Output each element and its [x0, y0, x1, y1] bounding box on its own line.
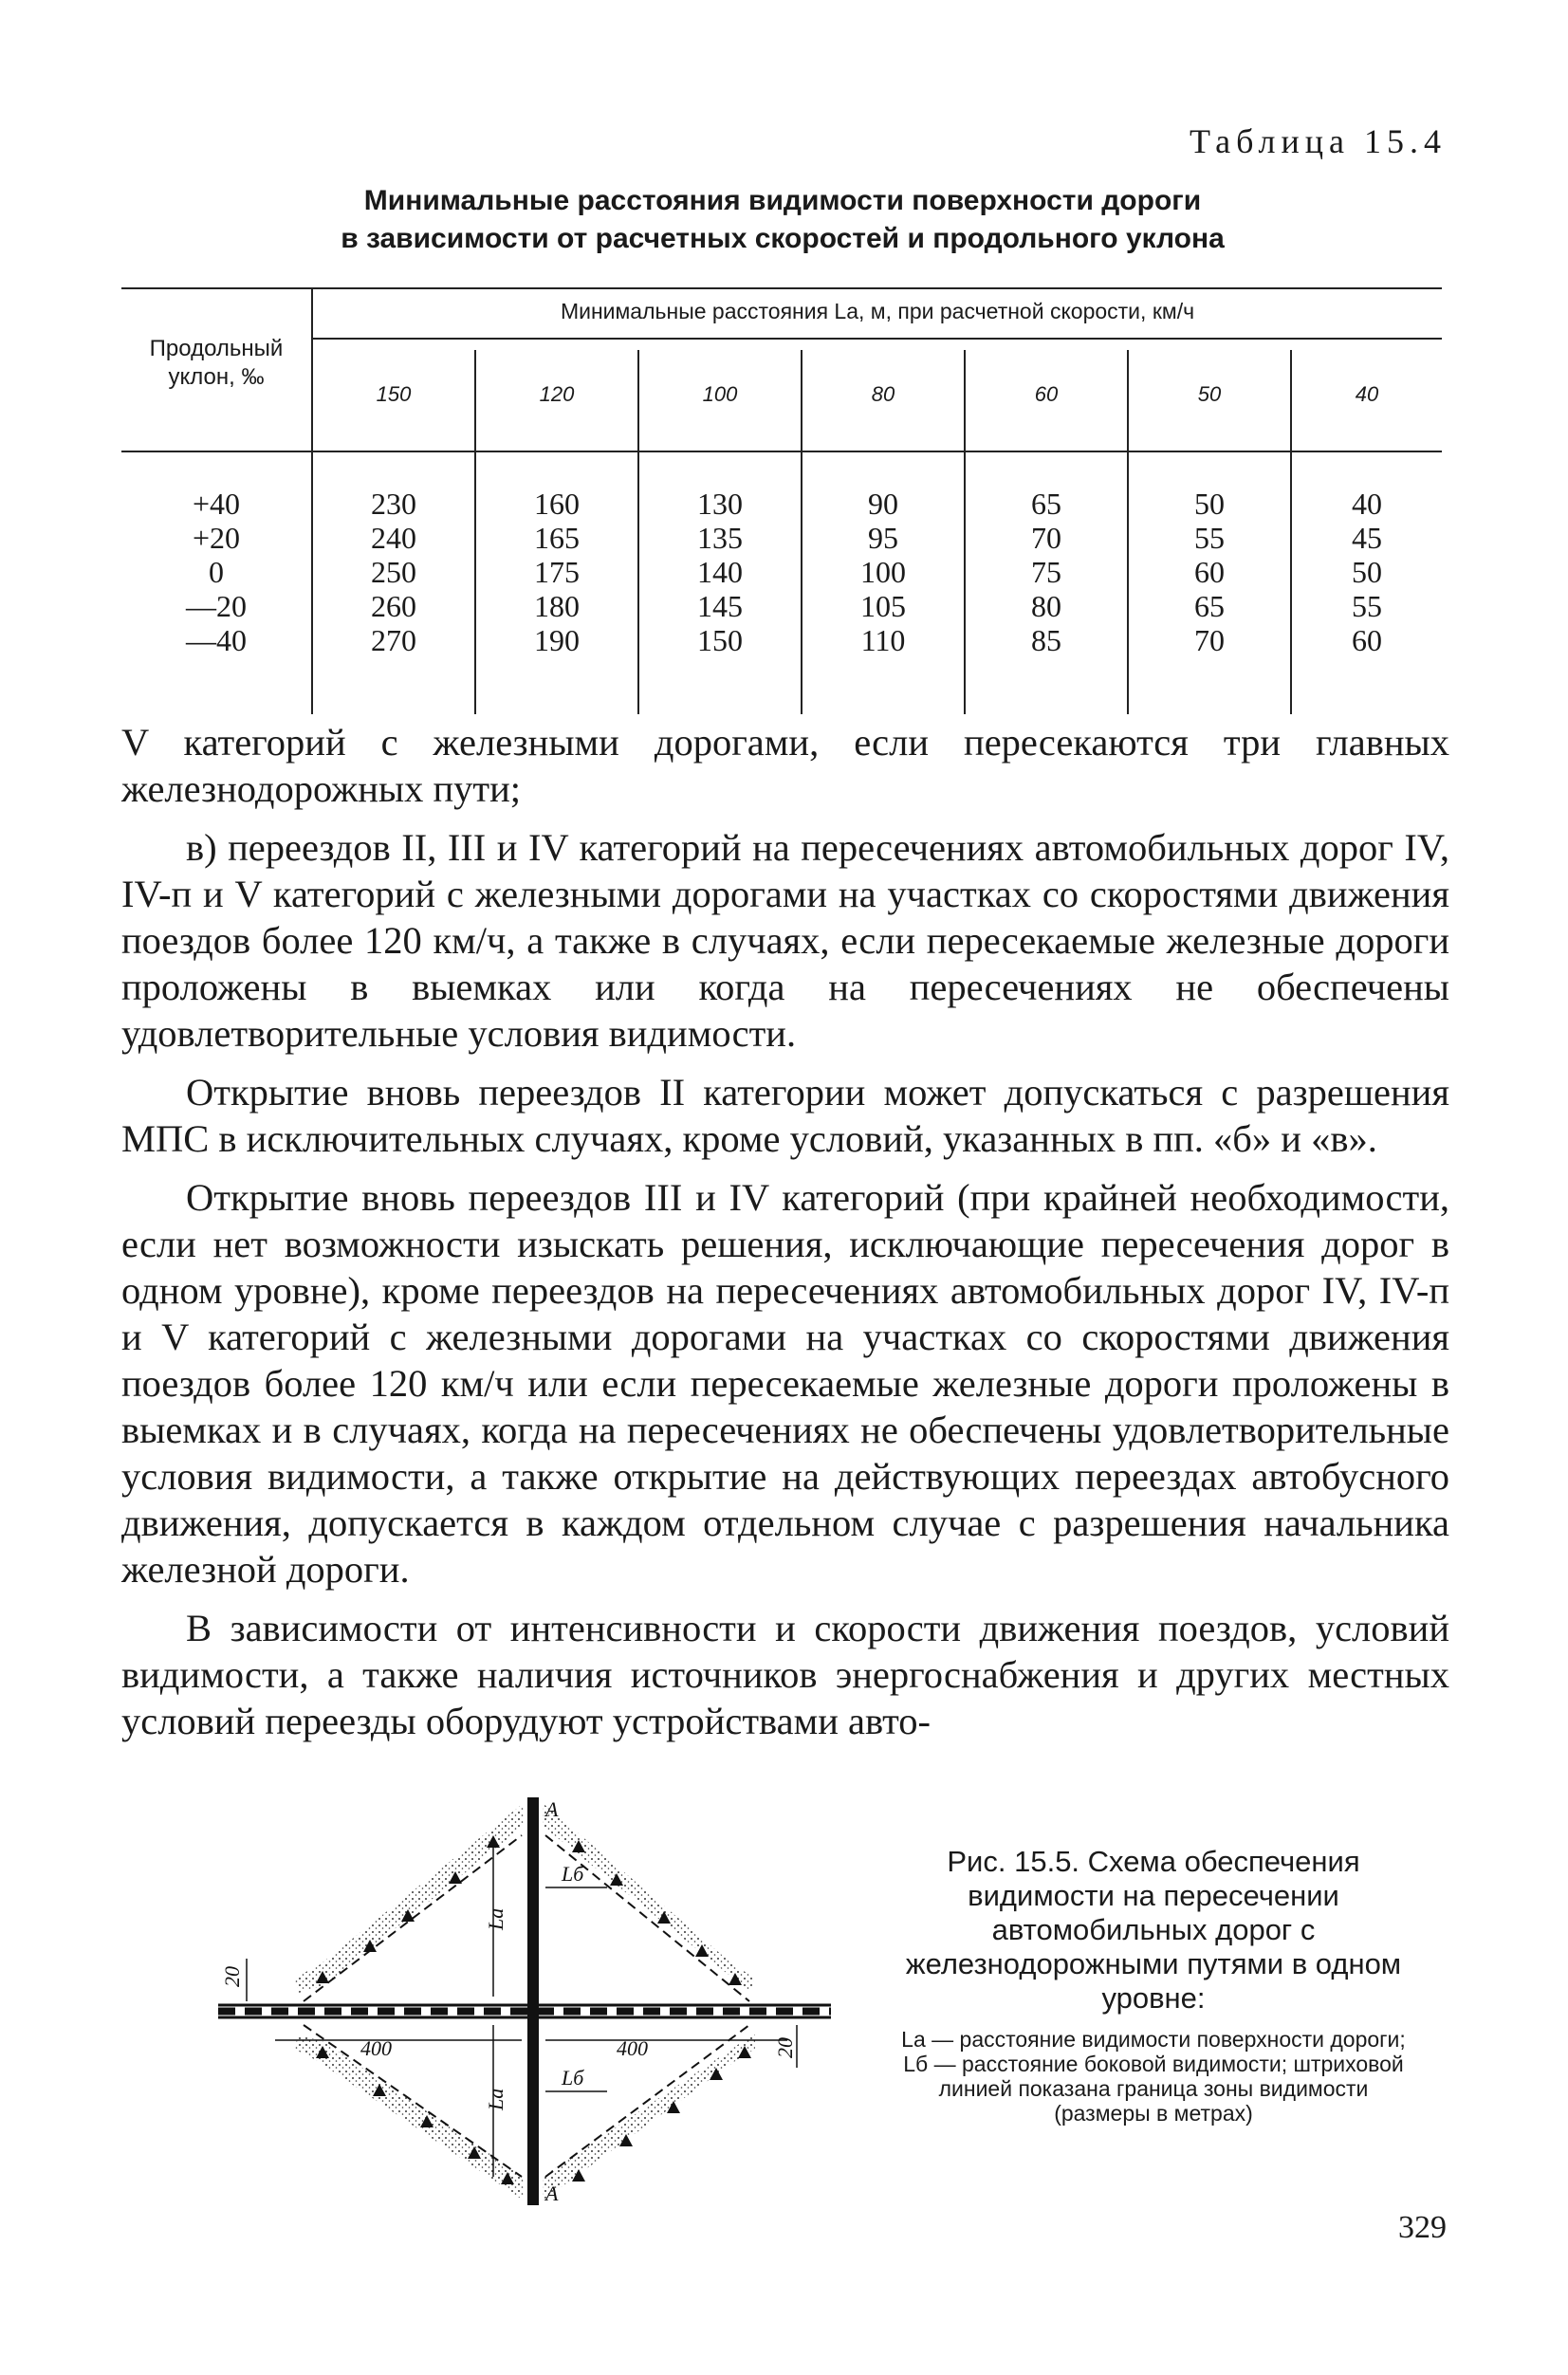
table-cell: 100: [860, 555, 906, 589]
crossing-visibility-diagram: [218, 1797, 831, 2205]
speed-header: 80: [871, 382, 895, 406]
speed-header: 50: [1197, 382, 1222, 406]
table-cell: 95: [868, 521, 898, 555]
highway: [527, 1797, 539, 2205]
slope-label: —40: [186, 623, 247, 657]
table-cell: 145: [697, 589, 743, 623]
table-cell: 135: [697, 521, 743, 555]
table-cell: 150: [697, 623, 743, 657]
table-cell: 50: [1194, 487, 1225, 521]
table-cell: 55: [1194, 521, 1225, 555]
table-cell: 75: [1031, 555, 1061, 589]
speed-header: 40: [1355, 382, 1379, 406]
table-cell: 250: [371, 555, 416, 589]
slope-label: —20: [186, 589, 247, 623]
speed-header: 120: [539, 382, 575, 406]
table-cell: 165: [534, 521, 580, 555]
speed-header: 150: [376, 382, 412, 406]
body-text: [121, 719, 1449, 1757]
slope-label: +40: [192, 487, 241, 521]
label-la: La: [484, 2088, 507, 2110]
railway: [218, 2005, 831, 2017]
dim-20-left: 20: [220, 1966, 244, 1987]
paragraph: Открытие вновь переездов III и IV категорий (при крайней необходимости, если нет возможности изыскать решения, исключающие пересечения дорог в одном уровне), кроме переездов на пересечениях автомобильных дорог IV, IV-п и V категорий с железными дорогами на участках со скоростями движения поездов более 120 км/ч или если пересекаемые железные дороги проложены в выемках и в случаях, когда на пересечениях не обеспечены удовлетворительные условия видимости, а также открытие на действующих переездах автобусного движения, допускается в каждом отдельном случае с разрешения начальника железной дороги.: [121, 1176, 1449, 1591]
label-la: La: [484, 1907, 507, 1930]
slope-label: 0: [209, 555, 224, 589]
label-lb: Lб: [562, 1862, 584, 1886]
dim-400-right: 400: [617, 2036, 648, 2060]
table-cell: 90: [868, 487, 898, 521]
paragraph: В зависимости от интенсивности и скорости движения поездов, условий видимости, а также наличия источников энергоснабжения и других местных условий переезды оборудуют устройствами авто-: [121, 1607, 1449, 1742]
page-number: 329: [1398, 2210, 1447, 2245]
table-top-rule: [121, 287, 1442, 289]
table-cell: 110: [860, 623, 906, 657]
table-cell: 85: [1031, 623, 1061, 657]
table-cell: 140: [697, 555, 743, 589]
speed-header: 100: [702, 382, 738, 406]
table-label: Таблица 15.4: [1190, 122, 1447, 160]
row-header: Продольный уклон, ‰: [149, 336, 284, 390]
table-cell: 70: [1031, 521, 1061, 555]
table-cell: 175: [534, 555, 580, 589]
paragraph: в) переездов II, III и IV категорий на пересечениях автомобильных дорог IV, IV-п и V категорий с железными дорогами на участках со скоростями движения поездов более 120 км/ч, а также в случаях, если пересекаемые железные дороги проложены в выемках или когда на пересечениях не обеспечены удовлетворительные условия видимости.: [121, 826, 1449, 1055]
group-header: Минимальные расстояния Lа, м, при расчетной скорости, км/ч: [560, 299, 1195, 323]
dim-400-left: 400: [360, 2036, 392, 2060]
label-a-bottom: A: [545, 2182, 559, 2205]
slope-label: +20: [192, 521, 241, 555]
table-cell: 230: [371, 487, 416, 521]
data-table: [121, 287, 1442, 714]
speed-header: 60: [1034, 382, 1059, 406]
table-cell: 40: [1352, 487, 1382, 521]
table-title-line1: Минимальные расстояния видимости поверхности дороги: [363, 185, 1202, 216]
table-cell: 65: [1194, 589, 1225, 623]
label-a-top: A: [545, 1797, 559, 1821]
table-cell: 105: [860, 589, 906, 623]
header-bottom-rule: [121, 451, 1442, 452]
table-title: [237, 182, 1328, 258]
table-title-line2: в зависимости от расчетных скоростей и продольного уклона: [341, 223, 1225, 254]
table-cell: 240: [371, 521, 416, 555]
table-cell: 270: [371, 623, 416, 657]
table-cell: 55: [1352, 589, 1382, 623]
caption-note: Lа — расстояние видимости поверхности дороги; Lб — расстояние боковой видимости; штриховой линией показана граница зоны видимости (размеры в метрах): [901, 2027, 1406, 2126]
paragraph: V категорий с железными дорогами, если пересекаются три главных железнодорожных пути;: [121, 721, 1449, 810]
table-cell: 160: [534, 487, 580, 521]
table-cell: 60: [1352, 623, 1382, 657]
label-lb: Lб: [562, 2066, 584, 2090]
table-cell: 60: [1194, 555, 1225, 589]
table-cell: 45: [1352, 521, 1382, 555]
table-cell: 80: [1031, 589, 1061, 623]
table-cell: 50: [1352, 555, 1382, 589]
tree-strips: [294, 1803, 755, 2200]
table-cell: 180: [534, 589, 580, 623]
table-cell: 130: [697, 487, 743, 521]
table-cell: 260: [371, 589, 416, 623]
table-cell: 190: [534, 623, 580, 657]
caption-main: Рис. 15.5. Схема обеспечения видимости на пересечении автомобильных дорог с железнодорожными путями в одном уровне:: [905, 1845, 1402, 2015]
header-divider: [311, 338, 1442, 340]
paragraph: Открытие вновь переездов II категории может допускаться с разрешения МПС в исключительных случаях, кроме условий, указанных в пп. «б» и «в».: [121, 1071, 1449, 1160]
figure-caption: [888, 1845, 1419, 2126]
dim-20-right: 20: [773, 2037, 797, 2058]
table-cell: 70: [1194, 623, 1225, 657]
table-cell: 65: [1031, 487, 1061, 521]
